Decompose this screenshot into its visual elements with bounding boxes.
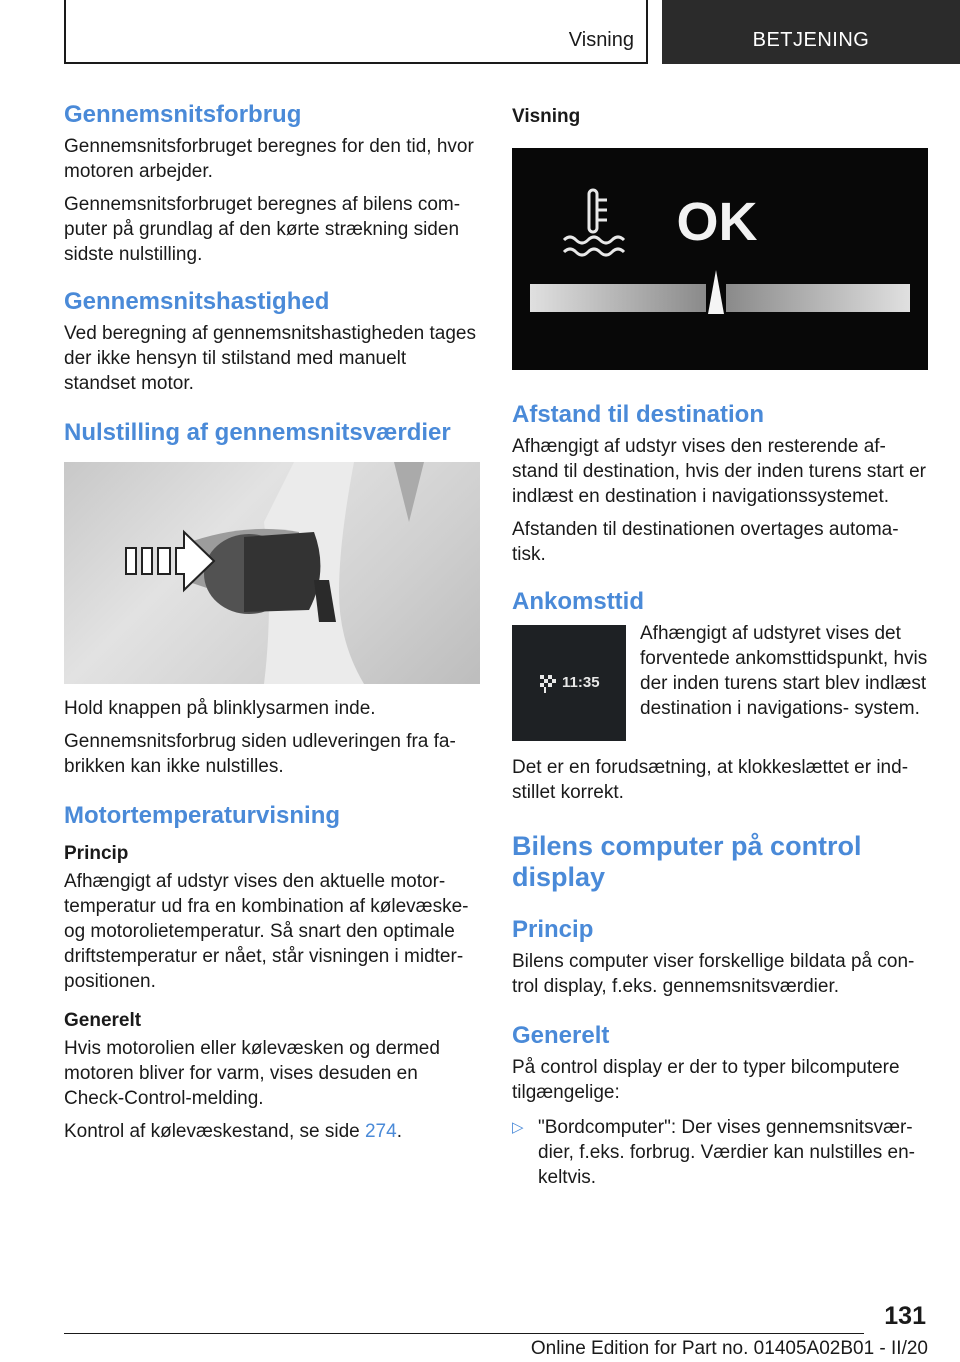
gauge-bar-right [726, 284, 910, 312]
left-column [64, 100, 482, 1144]
gauge-pointer-icon [708, 270, 724, 314]
text-distance-1: Afhængigt af udstyr vises den resterende af‐ stand til destination, hvis der inden turens start er indlæst en destination i navigationssystemet. [512, 436, 927, 507]
temperature-gauge [512, 148, 928, 370]
subheading-principle: Princip [64, 843, 129, 864]
heading-engine-temp: Motortemperaturvisning [64, 802, 341, 829]
footer-divider [64, 1333, 864, 1334]
text-computer-principle: Bilens computer viser forskellige bildata på con‐ trol display, f.eks. gennemsnitsværdier. [512, 951, 915, 997]
heading-computer-general: Generelt [512, 1022, 610, 1049]
gauge-bar-left [530, 284, 706, 312]
page-link-274[interactable]: 274 [364, 1121, 397, 1142]
header-chapter-title: BETJENING [752, 29, 870, 51]
text-reset-1: Hold knappen på blinklysarmen inde. [64, 698, 376, 719]
subheading-display: Visning [512, 106, 581, 127]
text-computer-general: På control display er der to typer bilcomputere tilgængelige: [512, 1057, 900, 1103]
checkered-flag-icon [540, 675, 556, 693]
subheading-general: Generelt [64, 1010, 142, 1031]
text-reset-2: Gennemsnitsforbrug siden udleveringen fra fa‐ brikken kan ikke nulstilles. [64, 731, 456, 777]
turn-signal-stalk-image [64, 462, 480, 684]
text-principle: Afhængigt af udstyr vises den aktuelle motor‐ temperatur ud fra en kombination af kølevæske- og motorolietemperatur. Så snart den optimale driftstemperatur er nået, står visningen i midter‐ positionen. [64, 871, 469, 992]
coolant-temperature-icon [564, 190, 624, 255]
arrival-time-text: 11:35 [562, 674, 600, 691]
heading-computer-principle: Princip [512, 916, 594, 943]
text-distance-2: Afstanden til destinationen overtages automa‐ tisk. [512, 519, 899, 565]
heading-avg-speed: Gennemsnitshastighed [64, 288, 330, 315]
heading-avg-consumption: Gennemsnitsforbrug [64, 101, 302, 128]
triangle-bullet-icon: ▷ [512, 1119, 524, 1136]
page-number: 131 [884, 1302, 926, 1330]
text-avg-consumption-2: Gennemsnitsforbruget beregnes af bilens com‐ puter på grundlag af den kørte strækning siden sidste nulstilling. [64, 194, 461, 265]
right-column [512, 100, 930, 1190]
footer-edition: Online Edition for Part no. 01405A02B01 - II/20 [530, 1338, 928, 1359]
text-coolant [64, 1119, 482, 1144]
arrival-time-display [512, 625, 626, 741]
text-arrival: Afhængigt af udstyret vises det forventede ankomsttidspunkt, hvis der inden turens start blev indlæst destination i navigations‐ system. [640, 623, 928, 719]
text-coolant-suffix: . [396, 1121, 402, 1142]
stalk-illustration [64, 462, 480, 684]
header-frame [64, 0, 648, 64]
heading-arrival: Ankomsttid [512, 588, 644, 615]
display-ok-text: OK [676, 192, 758, 252]
text-avg-speed: Ved beregning af gennemsnitshastigheden tages der ikke hensyn til stilstand med manuelt standset motor. [64, 323, 476, 394]
text-bullet-1: "Bordcomputer": Der vises gennemsnitsvær‐ dier, f.eks. forbrug. Værdier kan nulstilles en‐ keltvis. [538, 1117, 916, 1188]
list-item [512, 1115, 930, 1190]
text-avg-consumption-1: Gennemsnitsforbruget beregnes for den tid, hvor motoren arbejder. [64, 136, 474, 182]
text-clock: Det er en forudsætning, at klokkeslættet er ind‐ stillet korrekt. [512, 757, 909, 803]
heading-computer: Bilens computer på control display [512, 831, 862, 892]
arrival-block [512, 625, 930, 741]
header-section-title: Visning [568, 29, 634, 51]
arrival-time-display-image [512, 625, 626, 741]
text-general: Hvis motorolien eller kølevæsken og dermed motoren bliver for varm, vises desuden en Check-Control-melding. [64, 1038, 440, 1109]
engine-temperature-display-image [512, 148, 928, 370]
text-coolant-prefix: Kontrol af kølevæskestand, se side [64, 1121, 365, 1142]
heading-reset: Nulstilling af gennemsnitsværdier [64, 419, 451, 446]
heading-distance: Afstand til destination [512, 401, 764, 428]
